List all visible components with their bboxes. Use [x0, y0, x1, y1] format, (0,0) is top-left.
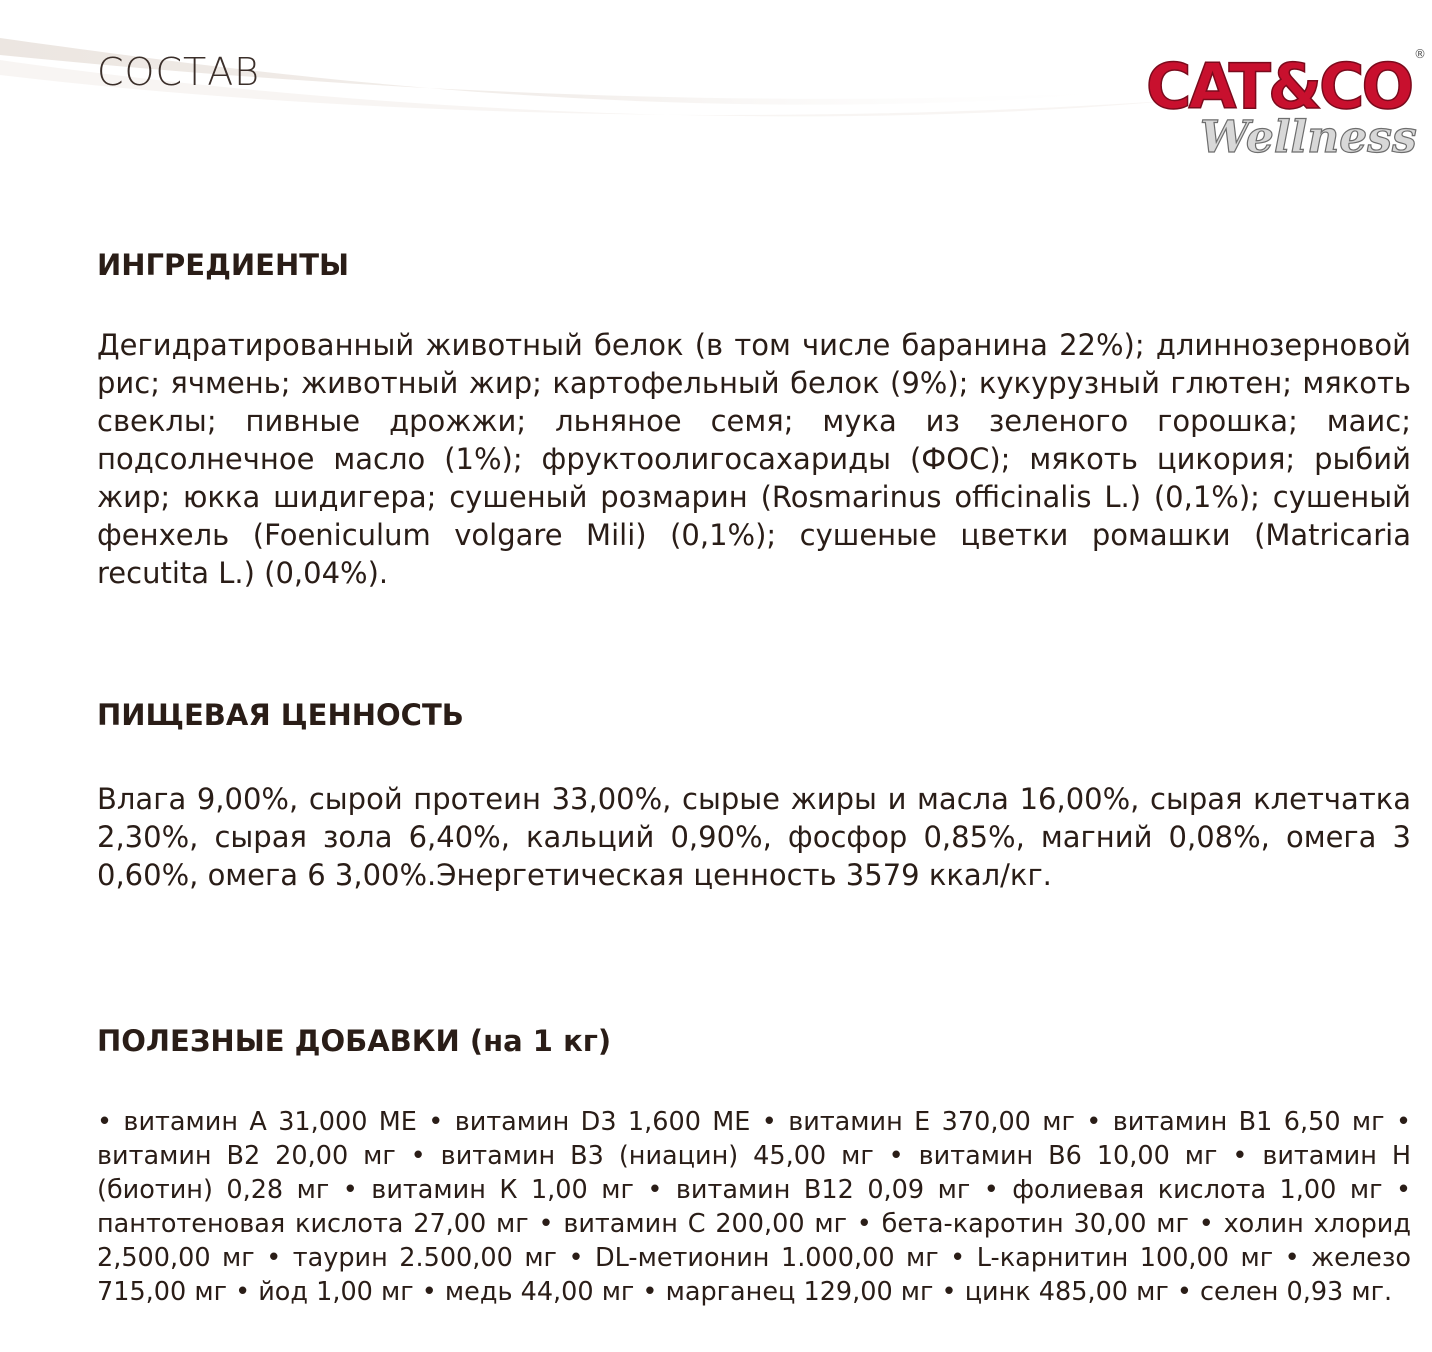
nutrition-heading: ПИЩЕВАЯ ЦЕННОСТЬ [97, 698, 464, 732]
page-title: СОСТАВ [97, 50, 261, 94]
ingredients-text: Дегидратированный животный белок (в том числе баранина 22%); длиннозерновой рис; ячмень; животный жир; картофельный белок (9%); кукурузный глютен; мякоть свеклы; пивные дрожжи; льняное семя; мука из зеленого горошка; маис; подсолнечное масло (1%); фруктоолигосахариды (ФОС); мякоть цикория; рыбий жир; юкка шидигера; сушеный розмарин (Rosmarinus officinalis L.) (0,1%); сушеный фенхель (Foeniculum volgare Mili) (0,1%); сушеные цветки ромашки (Matricaria recutita L.) (0,04%). [97, 328, 1411, 590]
brand-logo [1138, 40, 1428, 170]
additives-text: • витамин А 31,000 МЕ • витамин D3 1,600 МЕ • витамин Е 370,00 мг • витамин В1 6,50 мг • витамин В2 20,00 мг • витамин В3 (ниацин) 45,00 мг • витамин В6 10,00 мг • витамин Н (биотин) 0,28 мг • витамин К 1,00 мг • витамин В12 0,09 мг • фолиевая кислота 1,00 мг • пантотеновая кислота 27,00 мг • витамин С 200,00 мг • бета-каротин 30,00 мг • холин хлорид 2,500,00 мг • таурин 2.500,00 мг • DL-метионин 1.000,00 мг • L-карнитин 100,00 мг • железо 715,00 мг • йод 1,00 мг • медь 44,00 мг • марганец 129,00 мг • цинк 485,00 мг • селен 0,93 мг. [97, 1107, 1411, 1307]
additives-heading: ПОЛЕЗНЫЕ ДОБАВКИ (на 1 кг) [97, 1024, 612, 1058]
nutrition-text: Влага 9,00%, сырой протеин 33,00%, сырые жиры и масла 16,00%, сырая клетчатка 2,30%, сырая зола 6,40%, кальций 0,90%, фосфор 0,85%, магний 0,08%, омега 3 0,60%, омега 6 3,00%.Энергетическая ценность 3579 ккал/кг. [97, 782, 1411, 892]
logo-wordmark: CAT&CO [1146, 50, 1412, 123]
logo-registered-mark: ® [1414, 47, 1426, 61]
ingredients-heading: ИНГРЕДИЕНТЫ [97, 248, 350, 282]
logo-script: Wellness [1200, 112, 1417, 163]
